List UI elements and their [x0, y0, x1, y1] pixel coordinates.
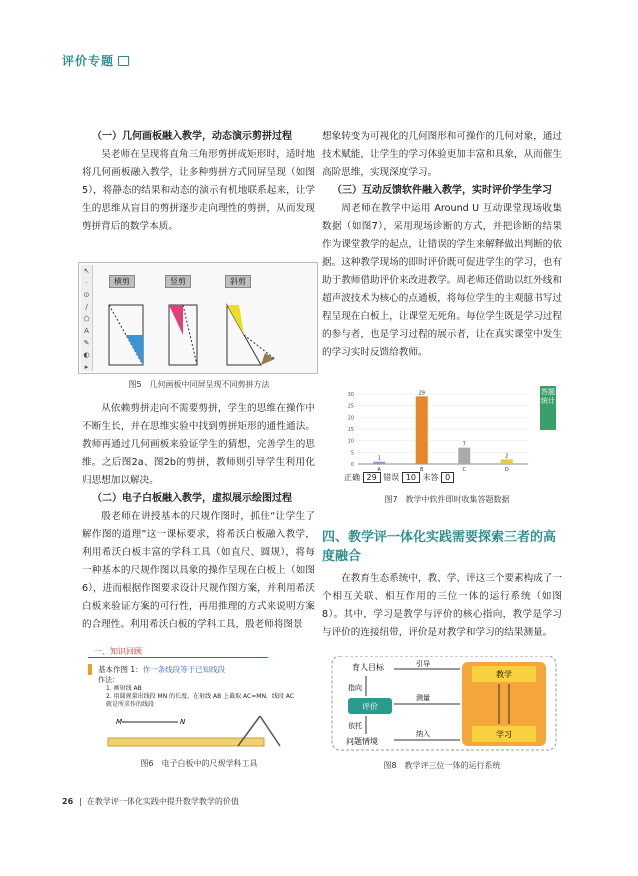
x-tick-label: D	[504, 467, 509, 472]
dash-line	[183, 305, 197, 365]
dash-line	[244, 335, 275, 359]
none-label: 未答	[422, 473, 439, 482]
left-column-lower	[82, 400, 315, 634]
bar-B	[416, 396, 428, 464]
task-label: 基本作图 1：	[98, 665, 143, 674]
y-tick-label: 10	[347, 438, 354, 445]
figure8-caption: 图8 教学评三位一体的运行系统	[383, 761, 501, 770]
section3-paragraph1: 周老师在教学中运用 Around U 互动课堂现场收集数据（如图7），采用现场诊断的方式，并把诊断的结果作为课堂教学的起点，让错误的学生来解释做出判断的依据。这种教学现场的即时评价既可促进学生的学习，也有助于教师借助评价来改进教学。周老师还借助以红外线和超声波技术为核心的点通板，将每位学生的主观臆书写过程呈现在白板上，让课堂无死角。每位学生既是学习过程的参与者，也是学习过程的展示者，让在真实课堂中发生的学习实时反馈给教师。	[322, 203, 562, 358]
figure-7	[328, 386, 566, 504]
page-header	[62, 52, 129, 69]
section1-title: （一）几何画板融入教学，动态演示剪拼过程	[92, 131, 292, 142]
correct-count: 29	[363, 472, 381, 483]
lead-text: 引导	[416, 660, 430, 668]
method-label: 作法：	[98, 676, 119, 684]
measure-text: 测量	[416, 694, 430, 702]
bar-A	[373, 462, 385, 464]
page-footer: 26 | 在教学评一体化实践中提升数学教学的价值	[62, 797, 239, 806]
x-tick-label: A	[377, 467, 381, 472]
y-tick-label: 15	[347, 427, 354, 433]
section4-heading: 四、教学评一体化实践需要探索三者的高度融合	[322, 530, 557, 564]
include-text: 纳入	[416, 730, 430, 738]
brown-triangle	[261, 353, 275, 365]
section1-paragraph2: 从依赖剪拼走向不需要剪拼，学生的思维在操作中不断生长，并在思维实验中找到剪拼矩形的通性通法。教师再通过几何画板来验证学生的猜想，完善学生的思维。之后图2a、图2b的剪拼，教师则引导学生利用化归思想加以解决。	[82, 403, 315, 486]
page-number: 26	[62, 797, 74, 806]
eval-text: 评价	[362, 702, 378, 711]
situation-text: 问题情境	[346, 737, 378, 746]
point-m: M	[116, 718, 123, 726]
wrong-label: 错误	[383, 473, 400, 482]
bar-value-label: 2	[505, 453, 509, 460]
bar-C	[458, 448, 470, 464]
figure7-caption: 图7 教学中软件即时收集答题数据	[384, 495, 510, 504]
cut-label-horizontal: 横剪	[109, 275, 135, 288]
cut-label-vertical: 竖剪	[165, 275, 191, 288]
wrong-count: 10	[402, 472, 420, 483]
right-column	[322, 128, 562, 362]
bar-value-label: 1	[377, 455, 381, 462]
none-count: 0	[441, 472, 454, 483]
section2-title: （二）电子白板融入教学，虚拟展示绘图过程	[92, 493, 292, 504]
triad-diagram	[324, 656, 560, 754]
figure-6	[88, 646, 310, 768]
answer-bar-chart	[328, 386, 566, 472]
section3-title: （三）互动反馈软件融入教学，实时评价学生学习	[332, 185, 552, 196]
step2: 2. 用圆规量出线段 MN 的长度，在射线 AB 上截取 AC=MN，线段 AC 就是所求作的线段	[106, 693, 295, 708]
figure6-caption: 图6 电子白板中的尺规学科工具	[140, 759, 258, 768]
y-tick-label: 20	[347, 415, 354, 422]
right-paragraph0: 想象转变为可视化的几何图形和可操作的几何对象，通过技术赋能，让学生的学习体验更加丰富和具象，从而催生高阶思维，实现深度学习。	[322, 131, 562, 178]
ruler-compass-drawing	[88, 716, 310, 760]
goal-text: 育人目标	[352, 663, 384, 672]
knowledge-banner: 一、知识回顾	[88, 646, 268, 658]
figure5-caption: 图5 几何画板中同屏呈现不同剪拼方法	[128, 380, 270, 389]
pink-triangle	[169, 305, 183, 335]
bar-value-label: 29	[418, 390, 425, 397]
bar-value-label: 7	[462, 441, 466, 448]
y-tick-label: 0	[350, 462, 354, 468]
x-tick-label: B	[420, 467, 424, 472]
teach-text: 教学	[496, 670, 512, 679]
figure-8	[324, 656, 560, 770]
cut-diagrams	[79, 283, 319, 375]
y-tick-label: 5	[350, 450, 354, 457]
section4-paragraph: 在教育生态系统中，教、学、评这三个要素构成了一个相互关联、相互作用的三位一体的运行系统（如图8）。其中，学习是教学与评价的核心指向，教学是学习与评价的连接纽带，评价是对教学和学习的结果测量。	[322, 573, 562, 638]
section1-paragraph1: 吴老师在呈现将直角三角形剪拼成矩形时，适时地将几何画板融入教学，让多种剪拼方式同屏呈现（如图5），将静态的结果和动态的演示有机地联系起来，让学生的思维从盲目的剪拼逐步走向理性的剪拼，从而发现剪拼背后的数学本质。	[82, 149, 315, 232]
blue-triangle	[126, 335, 143, 365]
right-column-lower	[322, 570, 562, 642]
correct-label: 正确	[344, 473, 360, 482]
geometry-toolbar: ↖ · ⊙ / ⬠ A ✎ ◐ ▸	[81, 265, 93, 371]
section2-paragraph1: 殷老师在讲授基本的尺规作图时，抓住“让学生了解作图的道理”这一课标要求，将希沃白板融入教学，利用希沃白板丰富的学科工具（如直尺、圆规），将每一种基本的尺规作图以具象的操作呈现在白板上（如图6），进而根据作图要求设计尺规作图方案，并利用希沃白板来验证方案的可行性，再用推理的方式来说明方案的合理性。利用希沃白板的学科工具，殷老师将图景	[82, 511, 315, 630]
basis-text: 依托	[348, 722, 362, 730]
x-tick-label: C	[462, 467, 466, 472]
figure-5	[78, 262, 318, 389]
y-tick-label: 30	[347, 392, 354, 398]
answer-summary	[344, 472, 454, 483]
task-text: 作一条线段等于已知线段	[142, 665, 226, 674]
learn-text: 学习	[496, 730, 512, 739]
step1: 1. 画射线 AB	[106, 685, 142, 692]
point-n: N	[180, 718, 186, 726]
stats-tag: 答题统计	[540, 386, 556, 430]
point-text: 指向	[348, 684, 362, 692]
cut-label-diagonal: 斜剪	[225, 275, 251, 288]
task-line	[88, 664, 310, 675]
bar-D	[501, 459, 513, 464]
header-title: 评价专题	[62, 54, 115, 68]
footer-text: 在教学评一体化实践中提升数学教学的价值	[86, 797, 239, 806]
book-icon	[118, 56, 129, 66]
y-tick-label: 25	[347, 403, 354, 410]
left-column	[82, 128, 315, 236]
